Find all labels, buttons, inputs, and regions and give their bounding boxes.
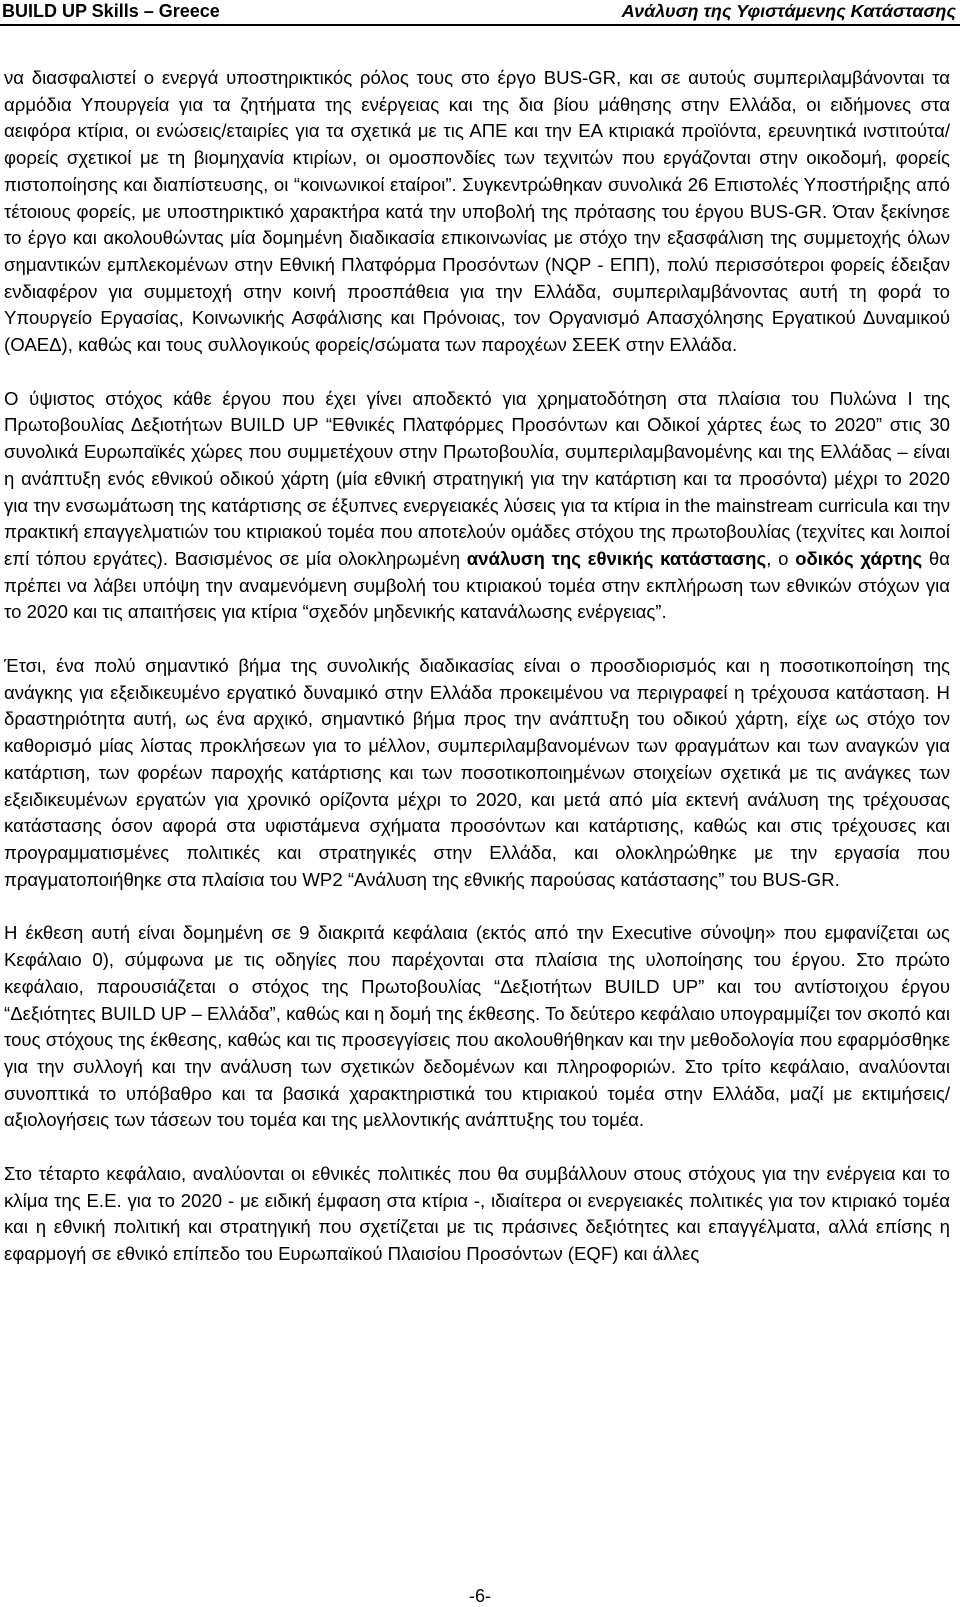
header-project-title: BUILD UP Skills – Greece	[2, 1, 220, 21]
header-section-title: Ανάλυση της Υφιστάμενης Κατάστασης	[621, 1, 956, 21]
paragraph-objective-text-a: Ο ύψιστος στόχος κάθε έργου που έχει γίνει αποδεκτό για χρηματοδότηση στα πλαίσια του Πυλώνα Ι της Πρωτοβουλίας Δεξιοτήτων BUILD UP “Εθνικές Πλατφόρμες Προσόντων και Οδικοί χάρτες έως το 2020” στις 30 συνολικά Ευρωπαϊκές χώρες που συμμετέχουν στην Πρωτοβουλία, συμπεριλαμβανομένης και της Ελλάδας – είναι η ανάπτυξη ενός εθνικού οδικού χάρτη (μία εθνική στρατηγική για την κατάρτιση και τα προσόντα) μέχρι το 2020 για την ενσωμάτωση της κατάρτισης σε έξυπνες ενεργειακές λύσεις για τα κτίρια in the mainstream curricula και την πρακτική επαγγελματιών του κτιριακού τομέα που αποτελούν ομάδες στόχου της πρωτοβουλίας (τεχνίτες και λοιποί επί τόπου εργάτες). Βασισμένος σε μία ολοκληρωμένη	[4, 387, 950, 569]
paragraph-objective	[4, 386, 950, 626]
paragraph-current-status: Έτσι, ένα πολύ σημαντικό βήμα της συνολικής διαδικασίας είναι ο προσδιορισμός και η ποσοτικοποίηση της ανάγκης για εξειδικευμένο εργατικό δυναμικό στην Ελλάδα προκειμένου να περιγραφεί η τρέχουσα κατάσταση. Η δραστηριότητα αυτή, ως ένα αρχικό, σημαντικό βήμα προς την ανάπτυξη του οδικού χάρτη, είχε ως στόχο τον καθορισμό μίας λίστας προκλήσεων για το μέλλον, συμπεριλαμβανομένων των φραγμάτων και των αναγκών για κατάρτιση, των φορέων παροχής κατάρτισης και των ποσοτικοποιημένων στοιχείων σχετικά με τις ανάγκες των εξειδικευμένων εργατών για χρονικό ορίζοντα μέχρι το 2020, και μετά από μία εκτενή ανάλυση της τρέχουσας κατάστασης όσον αφορά στα υφιστάμενα σχήματα προσόντων και κατάρτισης, καθώς και στις τρέχουσες και προγραμματισμένες πολιτικές και στρατηγικές στην Ελλάδα, και ολοκληρώθηκε με την εργασία που πραγματοποιήθηκε στα πλαίσια του WP2 “Ανάλυση της εθνικής παρούσας κατάστασης” του BUS-GR.	[4, 655, 950, 890]
page-number: -6-	[469, 1586, 491, 1606]
emphasis-roadmap: οδικός χάρτης	[795, 547, 923, 569]
emphasis-national-analysis: ανάλυση της εθνικής κατάστασης	[466, 547, 767, 569]
page-header	[0, 0, 960, 26]
document-body	[4, 65, 950, 1268]
paragraph-objective-text-c: θα πρέπει να λάβει υπόψη την αναμενόμενη συμβολή του κτιριακού τομέα στην εκπλήρωση των εθνικών στόχων για το 2020 και τις απαιτήσεις για κτίρια “σχεδόν μηδενικής κατανάλωσης ενέργειας”.	[4, 547, 950, 623]
paragraph-objective-text-b: , ο	[766, 547, 796, 569]
paragraph-supporters: να διασφαλιστεί ο ενεργά υποστηρικτικός ρόλος τους στο έργο BUS-GR, και σε αυτούς συμπεριλαμβάνονται τα αρμόδια Υπουργεία για τα ζητήματα της ενέργειας και της δια βίου μάθησης στην Ελλάδα, οι ειδήμονες στα αειφόρα κτίρια, οι ενώσεις/εταιρίες για τα σχετικά με τις ΑΠΕ και την ΕΑ κτιριακά προϊόντα, ερευνητικά ινστιτούτα/φορείς σχετικοί με τη βιομηχανία κτιρίων, οι ομοσπονδίες των τεχνιτών που εργάζονται στην οικοδομή, φορείς πιστοποίησης και διαπίστευσης, οι “κοινωνικοί εταίροι”. Συγκεντρώθηκαν συνολικά 26 Επιστολές Υποστήριξης από τέτοιους φορείς, με υποστηρικτικό χαρακτήρα κατά την υποβολή της πρότασης του έργου BUS-GR. Όταν ξεκίνησε το έργο και ακολουθώντας μία δομημένη διαδικασία επικοινωνίας με στόχο την εξασφάλιση της συμμετοχής όλων σημαντικών εμπλεκομένων στην Εθνική Πλατφόρμα Προσόντων (NQP - ΕΠΠ), πολύ περισσότεροι φορείς έδειξαν ενδιαφέρον για συμμετοχή στην κοινή προσπάθεια για την Ελλάδα, συμπεριλαμβάνοντας αυτή τη φορά το Υπουργείο Εργασίας, Κοινωνικής Ασφάλισης και Πρόνοιας, τον Οργανισμό Απασχόλησης Εργατικού Δυναμικού (ΟΑΕΔ), καθώς και τους συλλογικούς φορείς/σώματα των παροχέων ΣΕΕΚ στην Ελλάδα.	[4, 67, 950, 356]
paragraph-report-structure: Η έκθεση αυτή είναι δομημένη σε 9 διακριτά κεφάλαια (εκτός από την Executive σύνοψη» που εμφανίζεται ως Κεφάλαιο 0), σύμφωνα με τις οδηγίες που παρέχονται στα πλαίσια της υλοποίησης του έργου. Στο πρώτο κεφάλαιο, παρουσιάζεται ο στόχος της Πρωτοβουλίας “Δεξιοτήτων BUILD UP” και του αντίστοιχου έργου “Δεξιότητες BUILD UP – Ελλάδα”, καθώς και η δομή της έκθεσης. Το δεύτερο κεφάλαιο υπογραμμίζει τον σκοπό και τους στόχους της έκθεσης, καθώς και τις προσεγγίσεις που ακολουθήθηκαν και την μεθοδολογία που εφαρμόσθηκε για την συλλογή και την ανάλυση των σχετικών δεδομένων και πληροφοριών. Στο τρίτο κεφάλαιο, αναλύονται συνοπτικά το υπόβαθρο και τα βασικά χαρακτηριστικά του κτιριακού τομέα στην Ελλάδα, μαζί με εκτιμήσεις/αξιολογήσεις των τάσεων του τομέα και της μελλοντικής ανάπτυξης του τομέα.	[4, 922, 950, 1131]
paragraph-chapter-four: Στο τέταρτο κεφάλαιο, αναλύονται οι εθνικές πολιτικές που θα συμβάλλουν στους στόχους για την ενέργεια και το κλίμα της Ε.Ε. για το 2020 - με ειδική έμφαση στα κτίρια -, ιδιαίτερα οι ενεργειακές πολιτικές για τον κτιριακό τομέα και η εθνική πολιτική και στρατηγική που σχετίζεται με τις πράσινες δεξιότητες και επαγγέλματα, αλλά επίσης η εφαρμογή σε εθνικό επίπεδο του Ευρωπαϊκού Πλαισίου Προσόντων (EQF) και άλλες	[4, 1163, 950, 1265]
